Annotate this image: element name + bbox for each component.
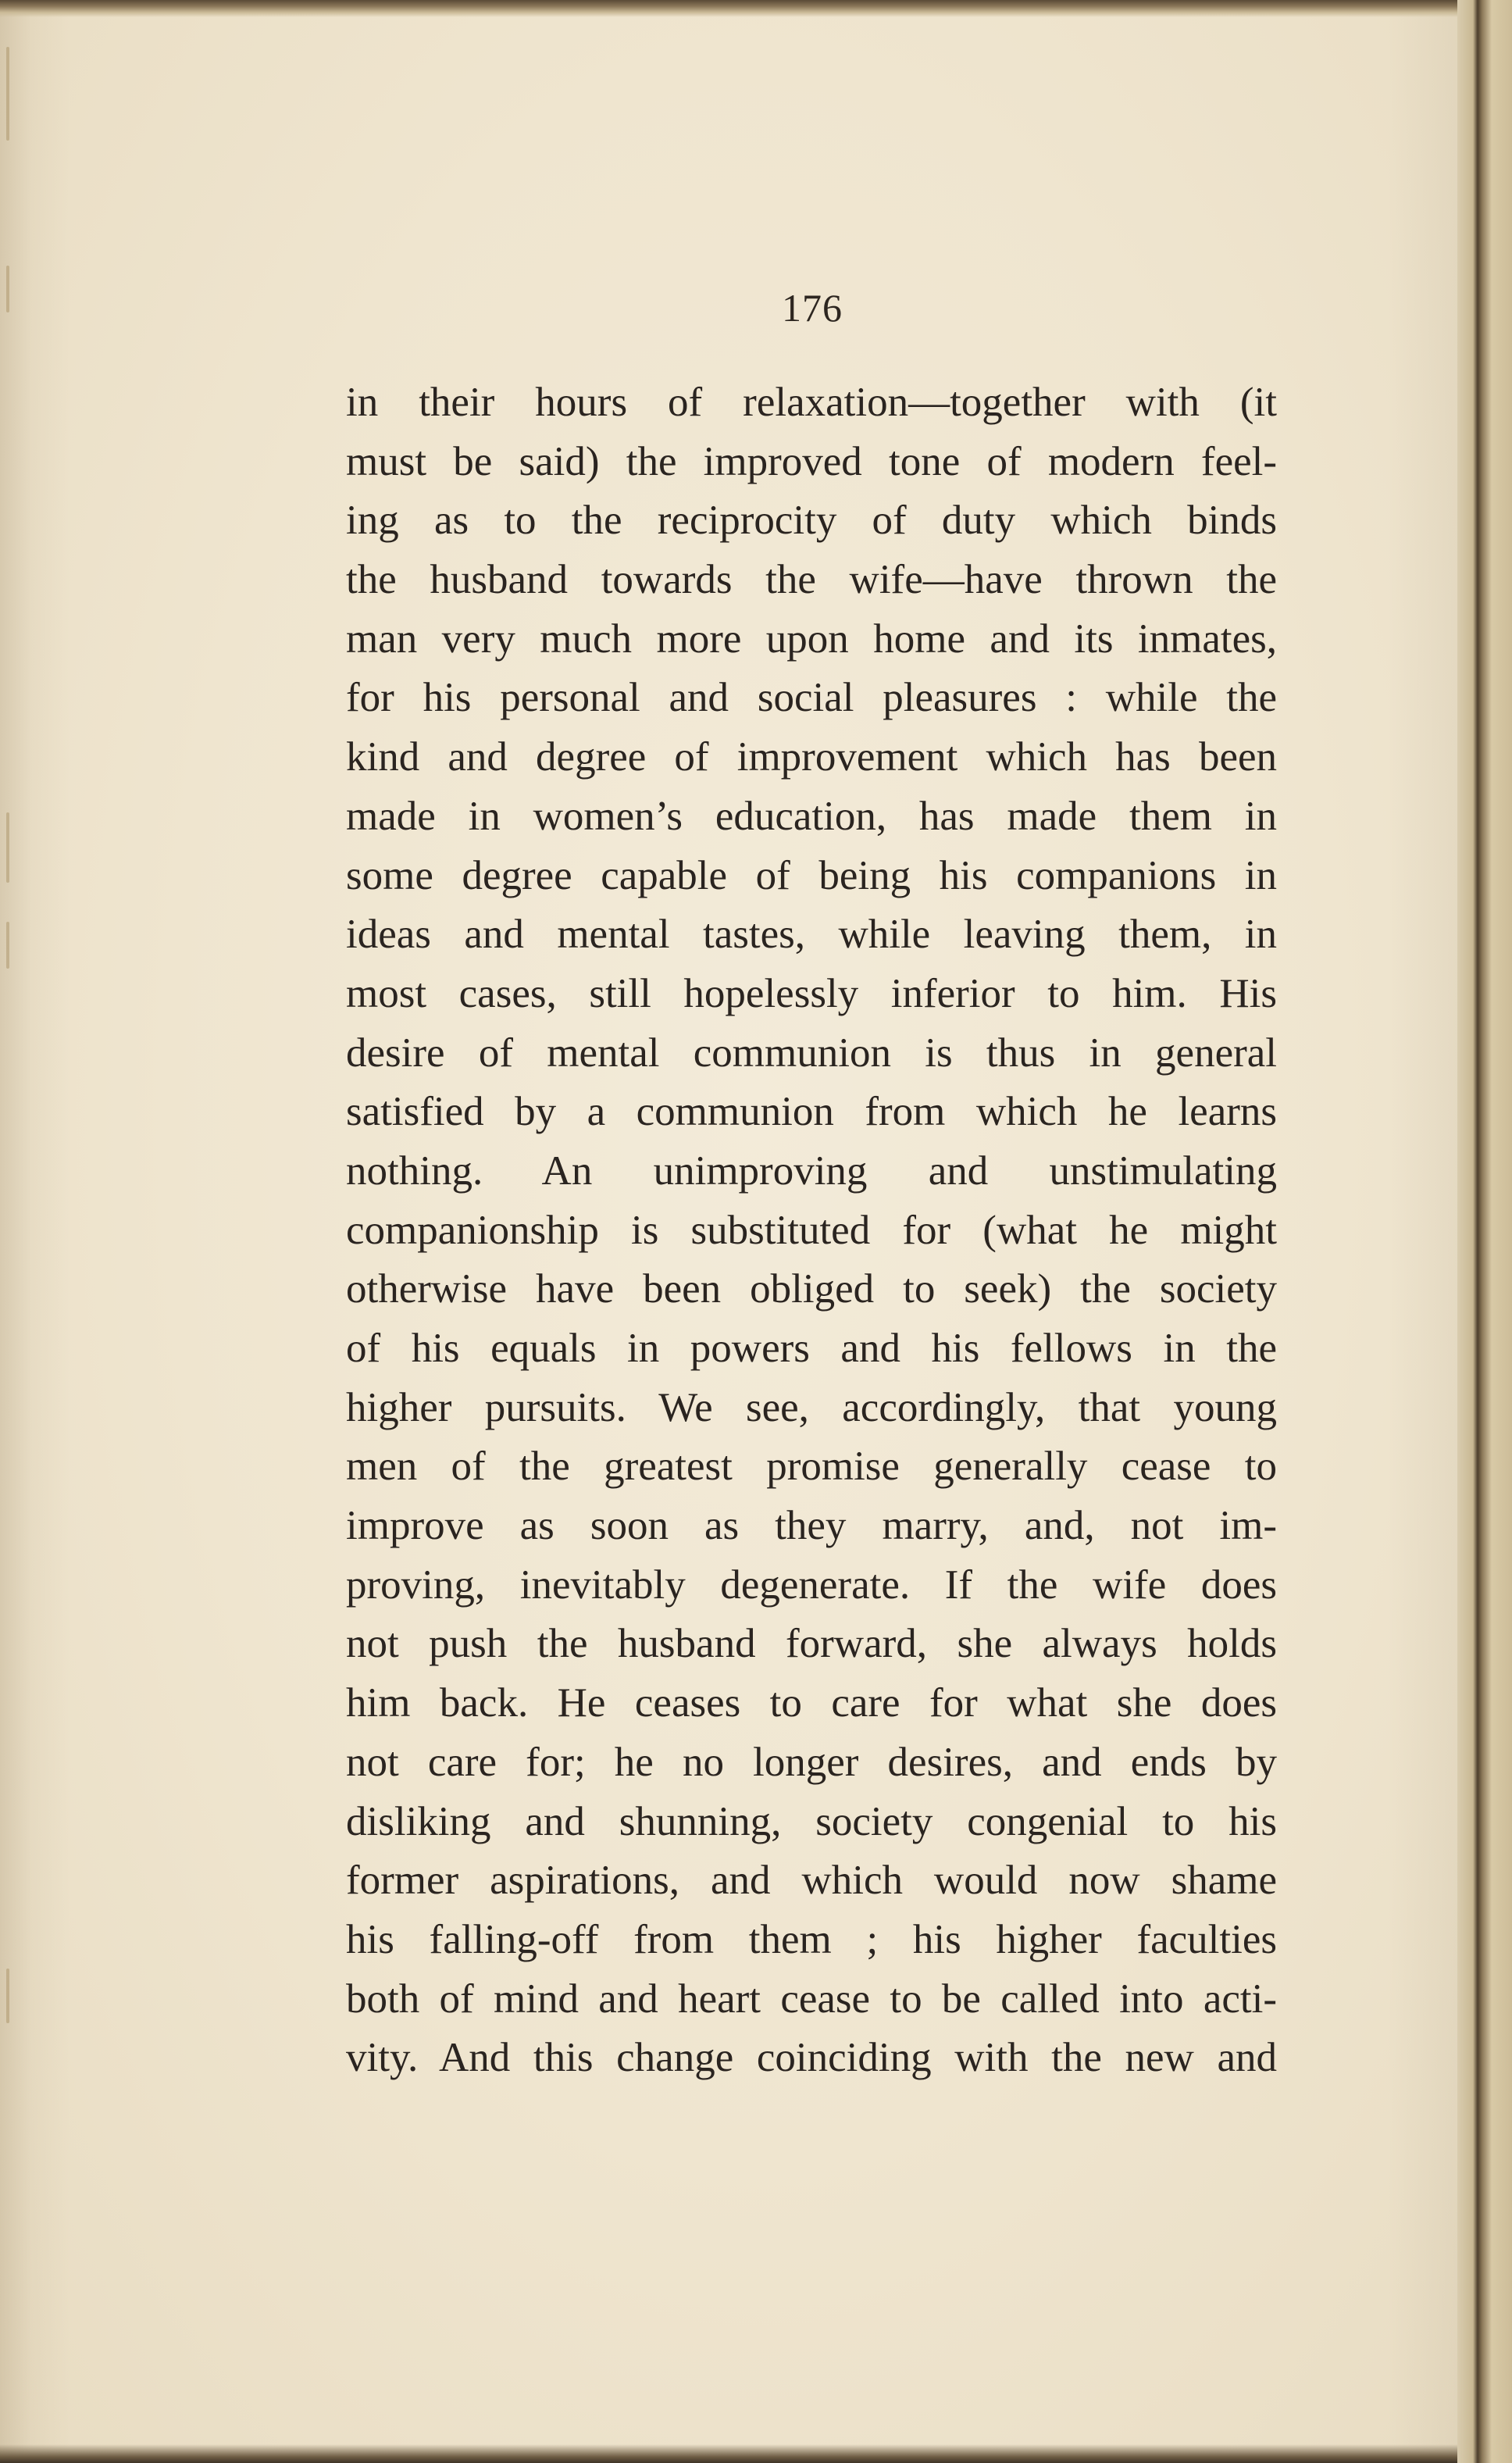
text-line: for his personal and social pleasures : while the: [346, 675, 1277, 721]
text-line: satisfied by a communion from which he learns: [346, 1089, 1277, 1135]
text-line: of his equals in powers and his fellows in the: [346, 1326, 1277, 1371]
page-edge-mark: [6, 266, 9, 312]
page-edge-mark: [6, 1969, 9, 2023]
text-line: ideas and mental tastes, while leaving them, in: [346, 912, 1277, 958]
text-line: vity. And this change coinciding with the new and: [346, 2035, 1277, 2081]
text-line: some degree capable of being his companions in: [346, 852, 1277, 898]
text-line: ing as to the reciprocity of duty which binds: [346, 498, 1277, 544]
binding-edge: [1457, 0, 1512, 2463]
text-line: disliking and shunning, society congenial to his: [346, 1798, 1277, 1844]
text-line: desire of mental communion is thus in general: [346, 1030, 1277, 1076]
text-line: proving, inevitably degenerate. If the wife does: [346, 1562, 1277, 1608]
text-line: the husband towards the wife—have thrown the: [346, 557, 1277, 603]
text-line: men of the greatest promise generally cease to: [346, 1444, 1277, 1490]
text-line: must be said) the improved tone of modern feel-: [346, 438, 1277, 484]
text-line: both of mind and heart cease to be called into acti-: [346, 1976, 1277, 2022]
text-line: kind and degree of improvement which has been: [346, 734, 1277, 780]
page-top-edge: [0, 0, 1512, 17]
page-number: 176: [782, 286, 843, 330]
page-edge-mark: [6, 922, 9, 969]
text-line: not push the husband forward, she always holds: [346, 1621, 1277, 1667]
text-line: made in women’s education, has made them in: [346, 793, 1277, 839]
text-line: otherwise have been obliged to seek) the society: [346, 1266, 1277, 1312]
text-line: companionship is substituted for (what he might: [346, 1207, 1277, 1253]
text-line: his falling-off from them ; his higher faculties: [346, 1916, 1277, 1962]
text-line: in their hours of relaxation—together with (it: [346, 380, 1277, 425]
text-line: nothing. An unimproving and unstimulating: [346, 1148, 1277, 1194]
page-edge-mark: [6, 812, 9, 883]
text-line: not care for; he no longer desires, and ends by: [346, 1739, 1277, 1785]
text-line: most cases, still hopelessly inferior to him. His: [346, 970, 1277, 1016]
text-line: improve as soon as they marry, and, not im-: [346, 1503, 1277, 1549]
page-edge-mark: [6, 47, 9, 141]
body-text: [346, 373, 1277, 2088]
text-line: him back. He ceases to care for what she does: [346, 1680, 1277, 1726]
text-line: man very much more upon home and its inmates,: [346, 616, 1277, 662]
text-line: higher pursuits. We see, accordingly, that young: [346, 1384, 1277, 1430]
page-bottom-edge: [0, 2444, 1512, 2463]
text-line: former aspirations, and which would now shame: [346, 1858, 1277, 1904]
